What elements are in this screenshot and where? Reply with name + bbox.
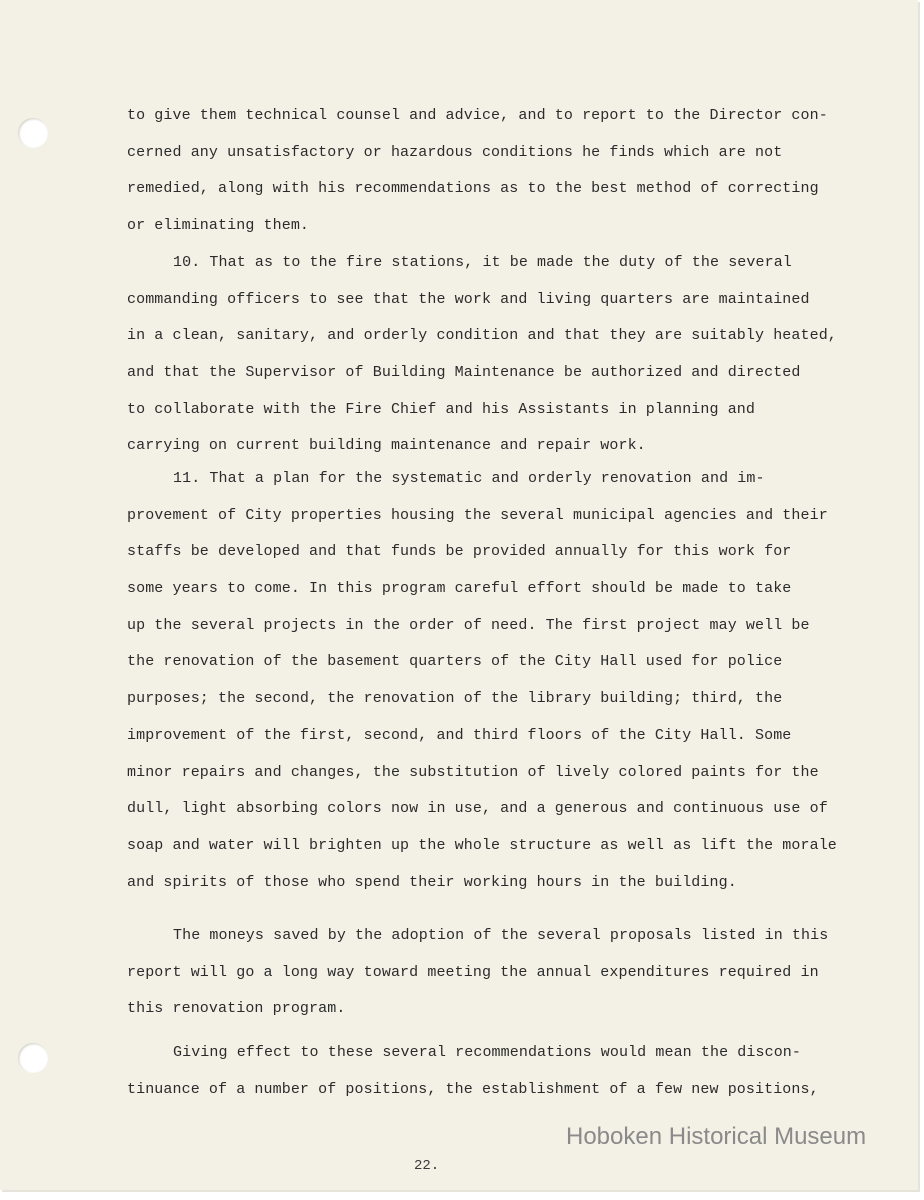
page-number: 22. xyxy=(414,1158,440,1174)
text-line: carrying on current building maintenance and repair work. xyxy=(127,437,646,455)
text-line: the renovation of the basement quarters of the City Hall used for police xyxy=(127,653,783,671)
text-line: The moneys saved by the adoption of the several proposals listed in this xyxy=(173,927,829,944)
recommendation-item-10 xyxy=(127,245,847,465)
text-line: to give them technical counsel and advice, and to report to the Director con- xyxy=(127,107,828,124)
binder-hole-top xyxy=(18,118,48,148)
text-line: in a clean, sanitary, and orderly condition and that they are suitably heated, xyxy=(127,327,837,345)
text-line: commanding officers to see that the work and living quarters are maintained xyxy=(127,290,810,308)
text-line: or eliminating them. xyxy=(127,217,310,235)
text-line: and spirits of those who spend their working hours in the building. xyxy=(127,873,737,891)
text-line: tinuance of a number of positions, the establishment of a few new positions, xyxy=(127,1080,819,1098)
text-line: some years to come. In this program careful effort should be made to take xyxy=(127,580,792,598)
text-line: purposes; the second, the renovation of the library building; third, the xyxy=(127,690,783,708)
giving-effect-paragraph xyxy=(127,1035,847,1108)
text-line: 10. That as to the fire stations, it be made the duty of the several xyxy=(173,254,792,271)
binder-hole-bottom xyxy=(18,1043,48,1073)
text-line: staffs be developed and that funds be provided annually for this work for xyxy=(127,543,792,561)
moneys-paragraph xyxy=(127,918,847,1028)
text-line: dull, light absorbing colors now in use, and a generous and continuous use of xyxy=(127,800,828,818)
text-line: improvement of the first, second, and third floors of the City Hall. Some xyxy=(127,726,792,744)
text-line: soap and water will brighten up the whole structure as well as lift the morale xyxy=(127,836,837,854)
text-line: 11. That a plan for the systematic and orderly renovation and im- xyxy=(173,470,765,487)
text-line: report will go a long way toward meeting the annual expenditures required in xyxy=(127,963,819,981)
text-line: up the several projects in the order of need. The first project may well be xyxy=(127,616,810,634)
paragraph-continuation xyxy=(127,98,847,245)
museum-watermark: Hoboken Historical Museum xyxy=(566,1123,867,1150)
recommendation-item-11 xyxy=(127,461,847,901)
text-line: minor repairs and changes, the substitution of lively colored paints for the xyxy=(127,763,819,781)
text-line: and that the Supervisor of Building Maintenance be authorized and directed xyxy=(127,364,801,382)
text-line: Giving effect to these several recommendations would mean the discon- xyxy=(173,1044,802,1061)
text-line: cerned any unsatisfactory or hazardous conditions he finds which are not xyxy=(127,143,783,161)
text-line: remedied, along with his recommendations as to the best method of correcting xyxy=(127,180,819,198)
text-line: to collaborate with the Fire Chief and his Assistants in planning and xyxy=(127,400,756,418)
text-line: provement of City properties housing the several municipal agencies and their xyxy=(127,506,828,524)
text-line: this renovation program. xyxy=(127,1000,346,1018)
